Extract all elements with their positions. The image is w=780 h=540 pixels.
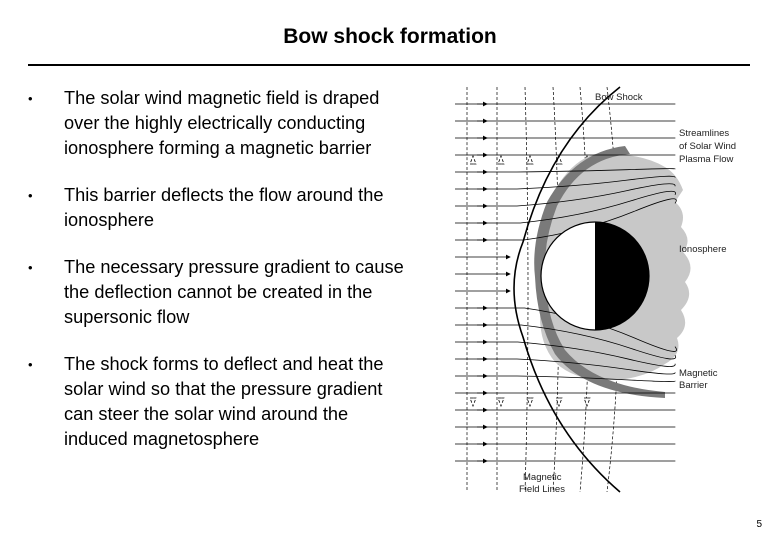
- field-direction-marker: [584, 398, 590, 406]
- title-divider: [28, 64, 750, 66]
- bullet-text: This barrier deflects the flow around the ionosphere: [64, 185, 384, 230]
- bullet-item: [28, 255, 408, 330]
- label-barrier-2: Barrier: [679, 380, 708, 391]
- label-field-lines-2: Field Lines: [519, 484, 565, 495]
- field-direction-marker: [498, 156, 504, 164]
- bullet-item: [28, 352, 408, 452]
- field-direction-marker: [527, 398, 533, 406]
- bullet-dot: •: [28, 260, 33, 275]
- label-streamlines-3: Plasma Flow: [679, 154, 734, 165]
- label-streamlines-1: Streamlines: [679, 128, 730, 139]
- label-streamlines-2: of Solar Wind: [679, 141, 737, 152]
- field-line: [525, 87, 528, 492]
- field-direction-marker: [498, 398, 504, 406]
- bullet-dot: •: [28, 188, 33, 203]
- field-direction-marker: [470, 156, 476, 164]
- page-number: 5: [756, 519, 762, 530]
- label-bow-shock: Bow Shock: [595, 92, 643, 103]
- label-barrier-1: Magnetic: [679, 368, 718, 379]
- label-field-lines-1: Magnetic: [523, 472, 562, 483]
- field-direction-marker: [527, 156, 533, 164]
- bullet-item: [28, 183, 408, 233]
- bullet-text: The solar wind magnetic field is draped over the highly electrically conducting ionosphere forming a magnetic barrier: [64, 88, 380, 158]
- bullet-item: [28, 86, 408, 161]
- label-ionosphere: Ionosphere: [679, 244, 727, 255]
- bullet-dot: •: [28, 357, 33, 372]
- bullet-dot: •: [28, 91, 33, 106]
- field-direction-marker: [470, 398, 476, 406]
- slide-title: Bow shock formation: [283, 25, 497, 48]
- bullet-text: The shock forms to deflect and heat the solar wind so that the pressure gradient can steer the solar wind around the induced magnetosphere: [64, 354, 384, 449]
- bullet-list: [28, 86, 408, 474]
- bullet-text: The necessary pressure gradient to cause the deflection cannot be created in the supersonic flow: [64, 257, 404, 327]
- streamline: [455, 376, 675, 382]
- bow-shock-diagram: [455, 82, 755, 502]
